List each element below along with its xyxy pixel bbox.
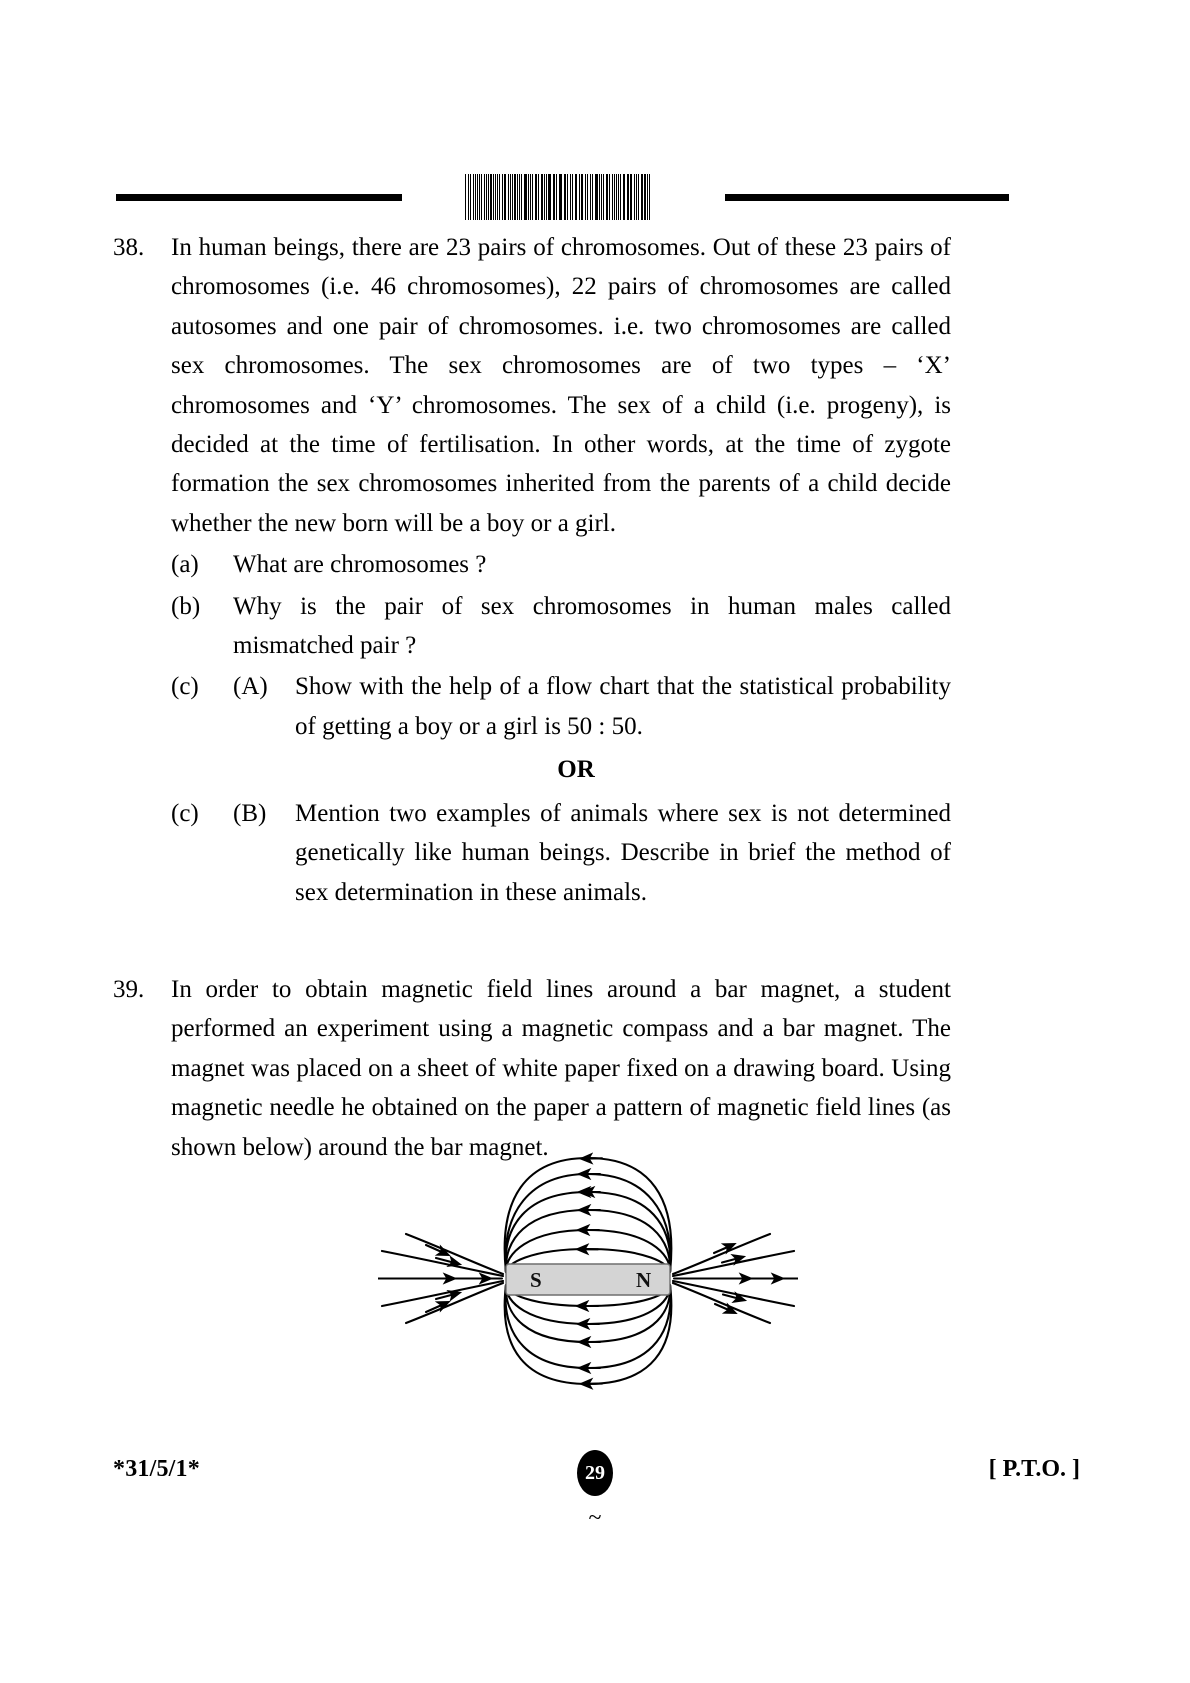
question-39-passage: In order to obtain magnetic field lines around a bar magnet, a student performed an experiment using a magnetic compass and a bar magnet. The magnet was placed on a sheet of white paper fixed on a drawing board. Using magnetic needle he obtained on the paper a pattern of magnetic field lines (as shown below) around the bar magnet. [171,975,951,1161]
question-content [0,228,1190,1167]
or-separator: OR [557,756,595,784]
part-c-sublabel-B: (B) [233,799,267,827]
paper-code: *31/5/1* [113,1456,200,1482]
question-38 [0,228,1190,912]
part-c-A-text: Show with the help of a flow chart that the statistical probability of getting a boy or a girl is 50 : 50. [295,673,951,740]
part-b-label: (b) [171,592,201,620]
south-pole-label: S [530,1268,542,1292]
page-number-badge: 29 [577,1450,613,1496]
part-a-label: (a) [171,551,199,579]
part-c-label-A: (c) [171,673,199,701]
part-a-text: What are chromosomes ? [233,551,487,579]
part-c-sublabel-A: (A) [233,673,268,701]
part-b-text: Why is the pair of sex chromosomes in human males called mismatched pair ? [233,592,951,660]
field-lines-svg [378,1152,798,1392]
header-rule-left [116,194,402,201]
question-38-number: 38. [113,234,145,261]
north-pole-label: N [636,1268,652,1292]
question-38-part-c-B [171,794,951,912]
question-38-passage: In human beings, there are 23 pairs of chromosomes. Out of these 23 pairs of chromosomes (i.e. 46 chromosomes), 22 pairs of chromosomes are called autosomes and one pair of chromosomes. i.e. two chromosomes are called sex chromosomes. The sex chromosomes are of two types – ‘X’ chromosomes and ‘Y’ chromosomes. The sex of a child (i.e. progeny), is decided at the time of fertilisation. In other words, at the time of zygote formation the sex chromosomes inherited from the parents of a child decide whether the new born will be a boy or a girl. [171,234,951,537]
tilde-mark: ~ [588,1505,602,1531]
bar-magnet-field-lines-diagram [378,1152,798,1392]
header-rule-right [725,194,1009,201]
part-c-label-B: (c) [171,799,199,827]
part-c-B-text: Mention two examples of animals where sex is not determined genetically like human beings. Describe in brief the method of sex determination in these animals. [295,799,951,906]
question-38-part-a [171,545,951,584]
question-38-part-c-A [171,667,951,746]
question-39-number: 39. [113,975,145,1003]
page-footer [0,1456,1190,1531]
figure-container [0,1152,1190,1392]
question-39 [0,970,1190,1167]
question-38-part-b [171,587,951,666]
barcode-icon [465,174,651,220]
pto-label: [ P.T.O. ] [988,1456,1080,1482]
